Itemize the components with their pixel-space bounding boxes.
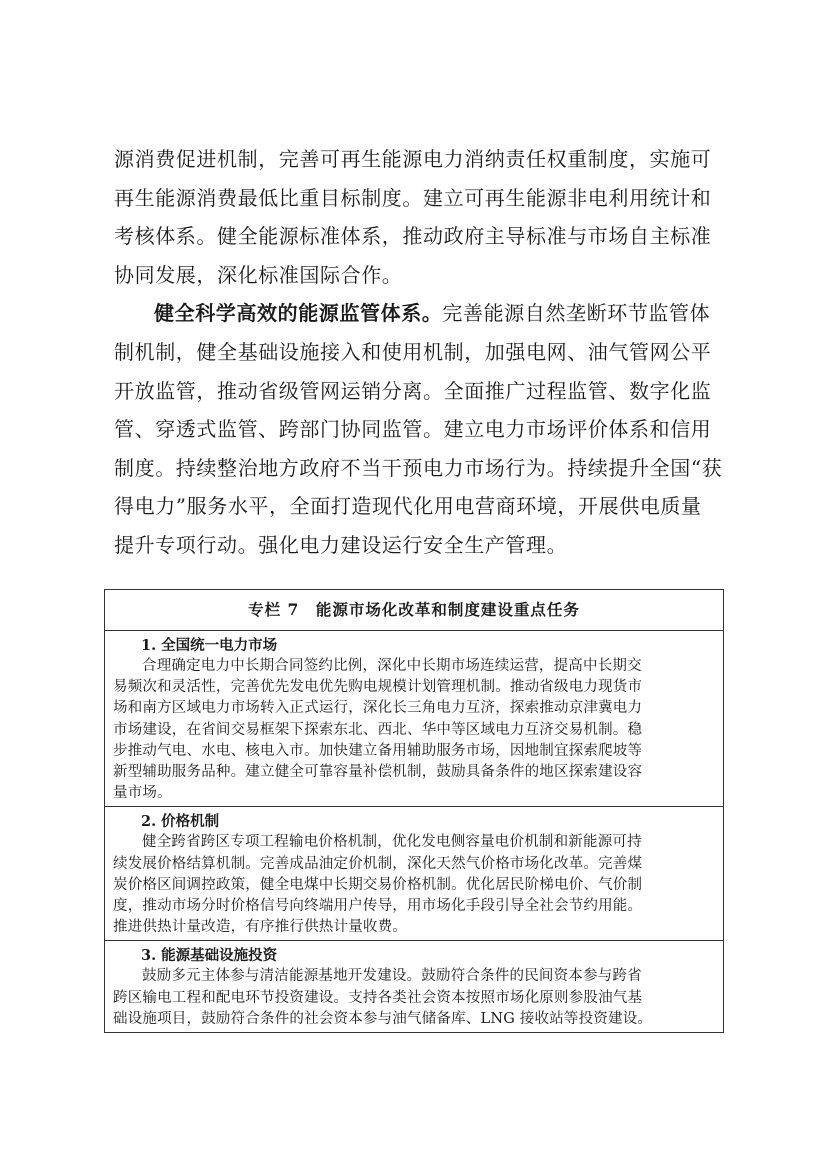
body-text (114, 140, 723, 565)
paragraph-line: 制度。持续整治地方政府不当干预电力市场行为。持续提升全国“获 (114, 455, 723, 480)
paragraph-text: 完善能源自然垄断环节监管体 (442, 301, 711, 326)
paragraph-line: 提升专项行动。强化电力建设运行安全生产管理。 (114, 532, 568, 557)
paragraph-line: 源消费促进机制，完善可再生能源电力消纳责任权重制度，实施可 (114, 147, 712, 171)
section-line: 鼓励多元主体参与清洁能源基地开发建设。鼓励符合条件的民间资本参与跨省 (142, 968, 642, 985)
section-line: 场和南方区域电力市场转入正式运行，深化长三角电力互济，探索推动京津冀电力 (113, 700, 643, 717)
box-section (105, 807, 723, 941)
section-line: 础设施项目，鼓励符合条件的社会资本参与油气储备库、LNG 接收站等投资建设。 (113, 1010, 653, 1027)
section-line: 健全跨省跨区专项工程输电价格机制，优化发电侧容量电价机制和新能源可持 (142, 834, 642, 851)
box-section (105, 631, 723, 807)
paragraph-line: 再生能源消费最低比重目标制度。建立可再生能源非电利用统计和 (114, 185, 712, 210)
section-line: 市场建设，在省间交易框架下探索东北、西北、华中等区域电力互济交易机制。稳 (113, 721, 643, 738)
section-line: 度，推动市场分时价格信号向终端用户传导，用市场化手段引导全社会节约用能。 (113, 898, 643, 915)
box-title: 专栏 7 能源市场化改革和制度建设重点任务 (105, 590, 723, 631)
paragraph-heading: 健全科学高效的能源监管体系。 (154, 301, 443, 326)
section-line: 炭价格区间调控政策，健全电煤中长期交易价格机制。优化居民阶梯电价、气价制 (113, 876, 643, 893)
section-line: 新型辅助服务品种。建立健全可靠容量补偿机制，鼓励具备条件的地区探索建设容 (113, 764, 643, 781)
paragraph-line: 管、穿透式监管、跨部门协同监管。建立电力市场评价体系和信用 (114, 417, 712, 442)
section-line: 跨区输电工程和配电环节投资建设。支持各类社会资本按照市场化原则参股油气基 (113, 989, 643, 1006)
section-line: 步推动气电、水电、核电入市。加快建立备用辅助服务市场，因地制宜探索爬坡等 (113, 742, 643, 759)
section-line: 易频次和灵活性，完善优先发电优先购电规模计划管理机制。推动省级电力现货市 (113, 679, 643, 696)
section-heading: 3. 能源基础设施投资 (141, 947, 278, 965)
paragraph-line: 协同发展，深化标准国际合作。 (114, 262, 403, 287)
feature-box (104, 589, 724, 1033)
paragraph-line (114, 294, 718, 333)
box-section (105, 941, 723, 1032)
section-line: 量市场。 (113, 785, 172, 802)
paragraph-line: 考核体系。健全能源标准体系，推动政府主导标准与市场自主标准 (114, 224, 712, 249)
paragraph-line: 制机制，健全基础设施接入和使用机制，加强电网、油气管网公平 (114, 339, 712, 364)
section-line: 续发展价格结算机制。完善成品油定价机制，深化天然气价格市场化改革。完善煤 (113, 855, 643, 872)
paragraph-line: 得电力”服务水平，全面打造现代化用电营商环境，开展供电质量 (114, 494, 702, 519)
section-line: 合理确定电力中长期合同签约比例，深化中长期市场连续运营，提高中长期交 (142, 658, 642, 674)
section-heading: 2. 价格机制 (141, 813, 220, 831)
paragraph-line: 开放监管，推动省级管网运销分离。全面推广过程监管、数字化监 (114, 378, 712, 403)
section-line: 推进供热计量改造，有序推行供热计量收费。 (113, 919, 407, 936)
section-heading: 1. 全国统一电力市场 (141, 637, 278, 654)
